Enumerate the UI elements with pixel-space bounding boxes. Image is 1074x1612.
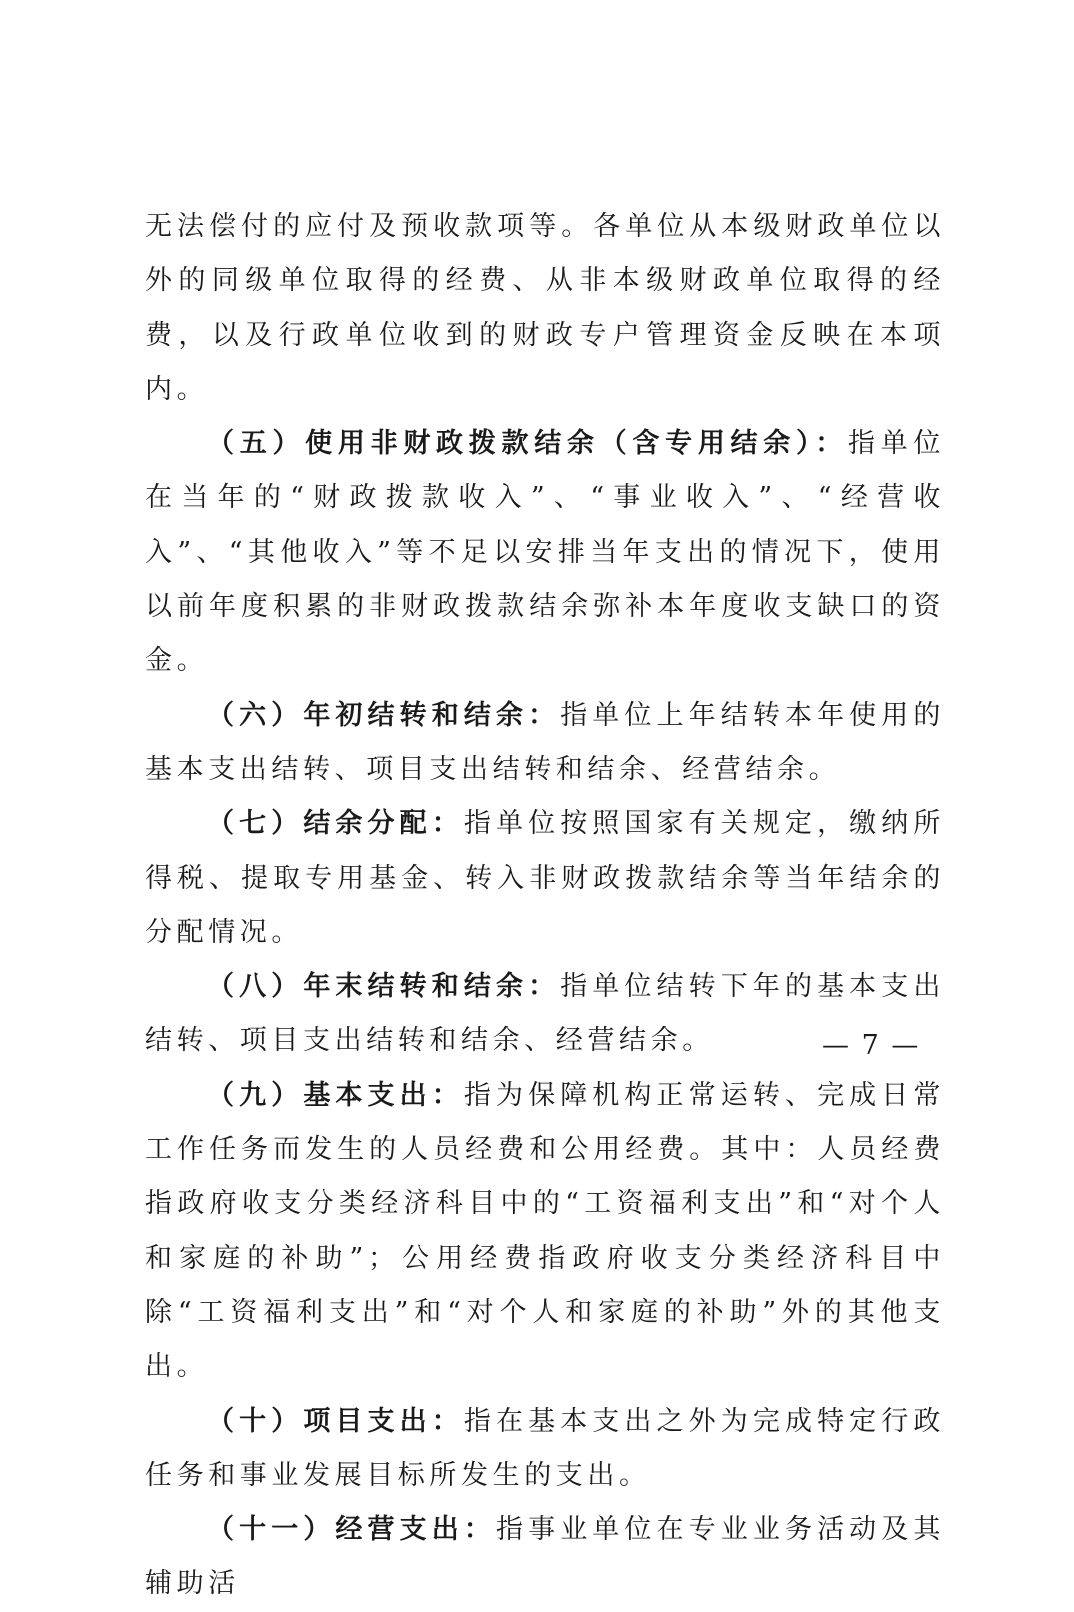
paragraph-item-10 (145, 1395, 945, 1504)
term-definition: 指单位上年结转本年使用的基本支出结转、项目支出结转和结余、经营结余。 (145, 699, 945, 785)
term-definition: 指单位结转下年的基本支出结转、项目支出结转和结余、经营结余。 (145, 971, 945, 1057)
paragraph-item-6 (145, 689, 945, 798)
term-heading: （十一）经营支出： (207, 1514, 496, 1546)
term-heading: （五）使用非财政拨款结余（含专用结余）： (207, 428, 848, 460)
term-heading: （八）年末结转和结余： (207, 971, 561, 1003)
term-definition: 指为保障机构正常运转、完成日常工作任务而发生的人员经费和公用经费。其中：人员经费指政府收支分类经济科目中的“工资福利支出”和“对个人和家庭的补助”；公用经费指政府收支分类经济科目中除“工资福利支出”和“对个人和家庭的补助”外的其他支出。 (145, 1079, 945, 1383)
document-body (145, 200, 945, 1612)
page-number: — 7 — (822, 1030, 921, 1061)
term-heading: （七）结余分配： (207, 808, 464, 840)
term-definition: 指单位按照国家有关规定，缴纳所得税、提取专用基金、转入非财政拨款结余等当年结余的分配情况。 (145, 808, 945, 948)
term-heading: （六）年初结转和结余： (207, 699, 561, 731)
term-definition: 指单位在当年的“财政拨款收入”、“事业收入”、“经营收入”、“其他收入”等不足以安排当年支出的情况下，使用以前年度积累的非财政拨款结余弥补本年度收支缺口的资金。 (145, 428, 945, 677)
paragraph-item-5 (145, 417, 945, 688)
paragraph-text: 无法偿付的应付及预收款项等。各单位从本级财政单位以外的同级单位取得的经费、从非本级财政单位取得的经费，以及行政单位收到的财政专户管理资金反映在本项内。 (145, 211, 945, 405)
term-heading: （九）基本支出： (207, 1079, 464, 1111)
paragraph-item-11 (145, 1503, 945, 1612)
term-definition: 指事业单位在专业业务活动及其辅助活 (145, 1514, 945, 1600)
term-definition: 指在基本支出之外为完成特定行政任务和事业发展目标所发生的支出。 (145, 1405, 945, 1491)
paragraph-item-9 (145, 1069, 945, 1395)
paragraph-continuation (145, 200, 945, 417)
paragraph-item-7 (145, 797, 945, 960)
term-heading: （十）项目支出： (207, 1405, 464, 1437)
